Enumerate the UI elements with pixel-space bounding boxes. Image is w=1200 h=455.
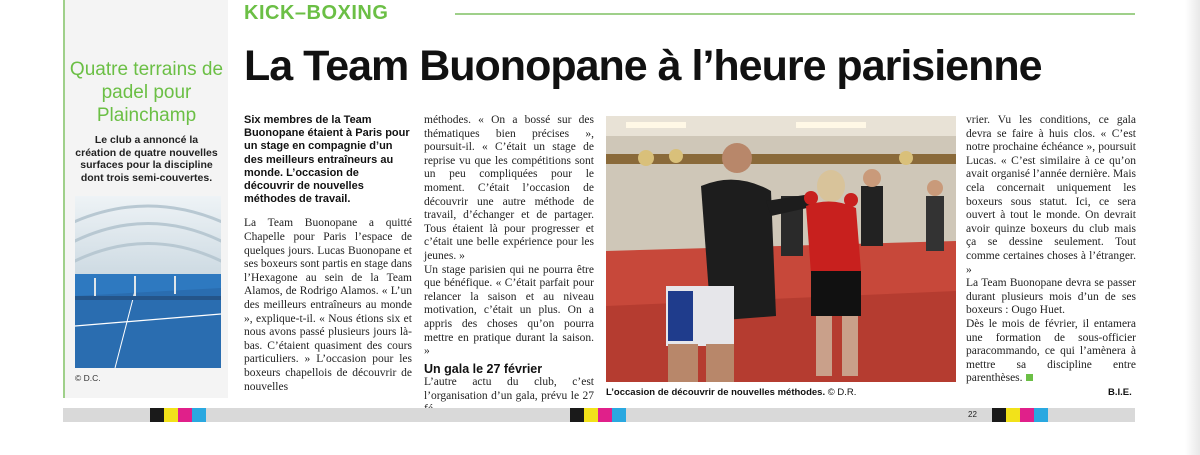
article-paragraph: méthodes. « On a bossé sur des thématiques bien précises », poursuit-il. « C’était un stage de reprise vu que les compétitions sont un peu compliquées pour le moment. C’était l’occasion de découvrir une autre méthode de travail, d’échanger et de partager. Tous étaient là pour progresser et c’était une belle expérience pour les jeunes. » [424,114,594,262]
sidebar-brief [63,0,228,398]
article-paragraph-final [966,318,1136,386]
article-subhead: Un gala le 27 février [424,361,543,376]
sidebar-title: Quatre terrains de padel pour Plainchamp [69,59,224,126]
color-registration-marks-right [992,408,1048,422]
page-number: 22 [968,410,977,419]
end-of-article-mark [1026,374,1033,381]
photo-credit: © D.R. [827,387,857,398]
photo-caption-line [606,387,856,398]
sidebar-body: Le club a annoncé la création de quatre nouvelles surfaces pour la discipline dont trois semi-couvertes. [75,134,218,184]
photo-caption: L’occasion de découvrir de nouvelles méthodes. [606,387,826,398]
kickboxing-training-photo [606,116,956,382]
article-paragraph: L’autre actu du club, c’est l’organisation d’un gala, prévu le 27 [424,376,594,402]
article-column-1 [244,114,412,394]
article-paragraph: Dès le mois de février, il entamera une formation de sous-officier paracommando, ce qui l’amènera à mettre sa discipline entre parenthèses. [966,317,1136,385]
article-column-2 [424,114,594,417]
color-registration-marks-left [150,408,206,422]
article-paragraph: Un stage parisien qui ne pourra être que bénéfique. « C’était parfait pour relancer la saison et au niveau motivation, c’était un plus. On a appris des choses qu’on pourra mettre en pratique durant la saison. » [424,263,594,358]
padel-court-photo [75,196,221,368]
author-signature: B.I.E. [1108,387,1132,398]
kicker-divider [455,13,1135,15]
article-lead: Six membres de la Team Buonopane étaient à Paris pour un stage en compagnie d’un des meilleurs entraîneurs au monde. L’occasion de découvrir de nouvelles méthodes de travail. [244,114,410,206]
article-paragraph: La Team Buonopane a quitté Chapelle pour Paris l’espace de quelques jours. Lucas Buonopane et ses boxeurs sont partis en stage dans l’Hexagone au sein de la Team Alamos, de Rodrigo Alamos. « L’un des meilleurs entraîneurs au monde », explique-t-il. « Nous étions six et nous avons passé plusieurs jours là-bas. C’étaient quasiment des cours particuliers. » L’occasion pour les boxeurs chapellois de découvrir de nouvelles [244,217,412,393]
article-paragraph: La Team Buonopane devra se passer durant plusieurs mois d’un de ses boxeurs : Ougo Huet. [966,277,1136,317]
article-headline: La Team Buonopane à l’heure parisienne [244,42,1042,90]
article-paragraph: vrier. Vu les conditions, ce gala devra se faire à huis clos. « C’est notre prochaine échéance », poursuit Lucas. « C’est similaire à ce qu’on avait organisé l’année dernière. Mais cela concernait uniquement les boxeurs sous statut. Ici, ce sera ouvert à tout le monde. On devrait avoir quinze boxeurs du club mais ça se dessine seulement. Tout comme certaines choses à l’étranger. » [966,114,1136,276]
page-edge-shadow [1185,0,1200,455]
article-column-3 [966,114,1136,386]
color-registration-marks-center [570,408,626,422]
section-kicker: KICK–BOXING [244,2,389,24]
sidebar-photo-credit: © D.C. [75,373,101,383]
